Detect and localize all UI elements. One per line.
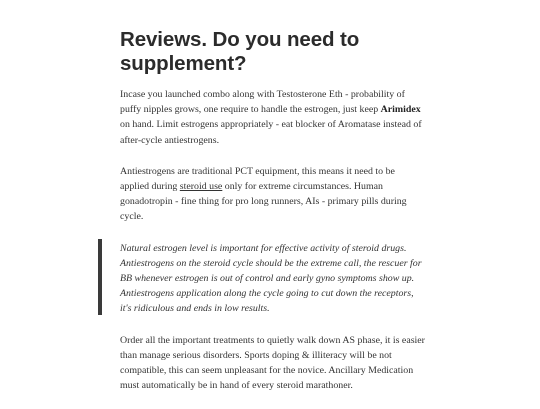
article (120, 28, 425, 409)
blockquote-bar (98, 239, 102, 315)
blockquote (120, 241, 425, 317)
paragraph-1 (120, 87, 425, 148)
paragraph-3: Order all the important treatments to quietly walk down AS phase, it is easier than manage serious disorders. Sports doping & illiteracy will be not compatible, this can seem unpleasant for the novice. Ancillary Medication must automatically be in hand of every steroid marathoner. (120, 334, 425, 392)
blockquote-text: Natural estrogen level is important for effective activity of steroid drugs. Antiestrogens on the steroid cycle should be the extreme call, the rescuer for BB whenever estrogen is out of control and early gyno symptoms show up. Antiestrogens application along the cycle going to cut down the receptors, it's ridiculous and ends in low results. (120, 242, 422, 315)
article-title: Reviews. Do you need to supplement? (120, 28, 360, 75)
paragraph-2-text-end: only for extreme circumstances. Human gonadotropin - fine thing for pro long runners, AIs - primary pills during cycle. (120, 181, 407, 223)
steroid-use-link[interactable]: steroid use (179, 181, 223, 193)
paragraph-2-text-start: Antiestrogens are traditional PCT equipment, this means it need to be applied during (120, 165, 395, 193)
paragraph-1-text-start: Incase you launched combo along with Testosterone Eth - probability of puffy nipples grows, one require to handle the estrogen, just keep (120, 89, 405, 116)
paragraph-2 (120, 164, 425, 225)
paragraph-1-text-end: on hand. Limit estrogens appropriately - eat blocker of Aromatase instead of after-cycle antiestrogens. (120, 119, 422, 146)
arimidex-bold-text: Arimidex (380, 104, 421, 116)
